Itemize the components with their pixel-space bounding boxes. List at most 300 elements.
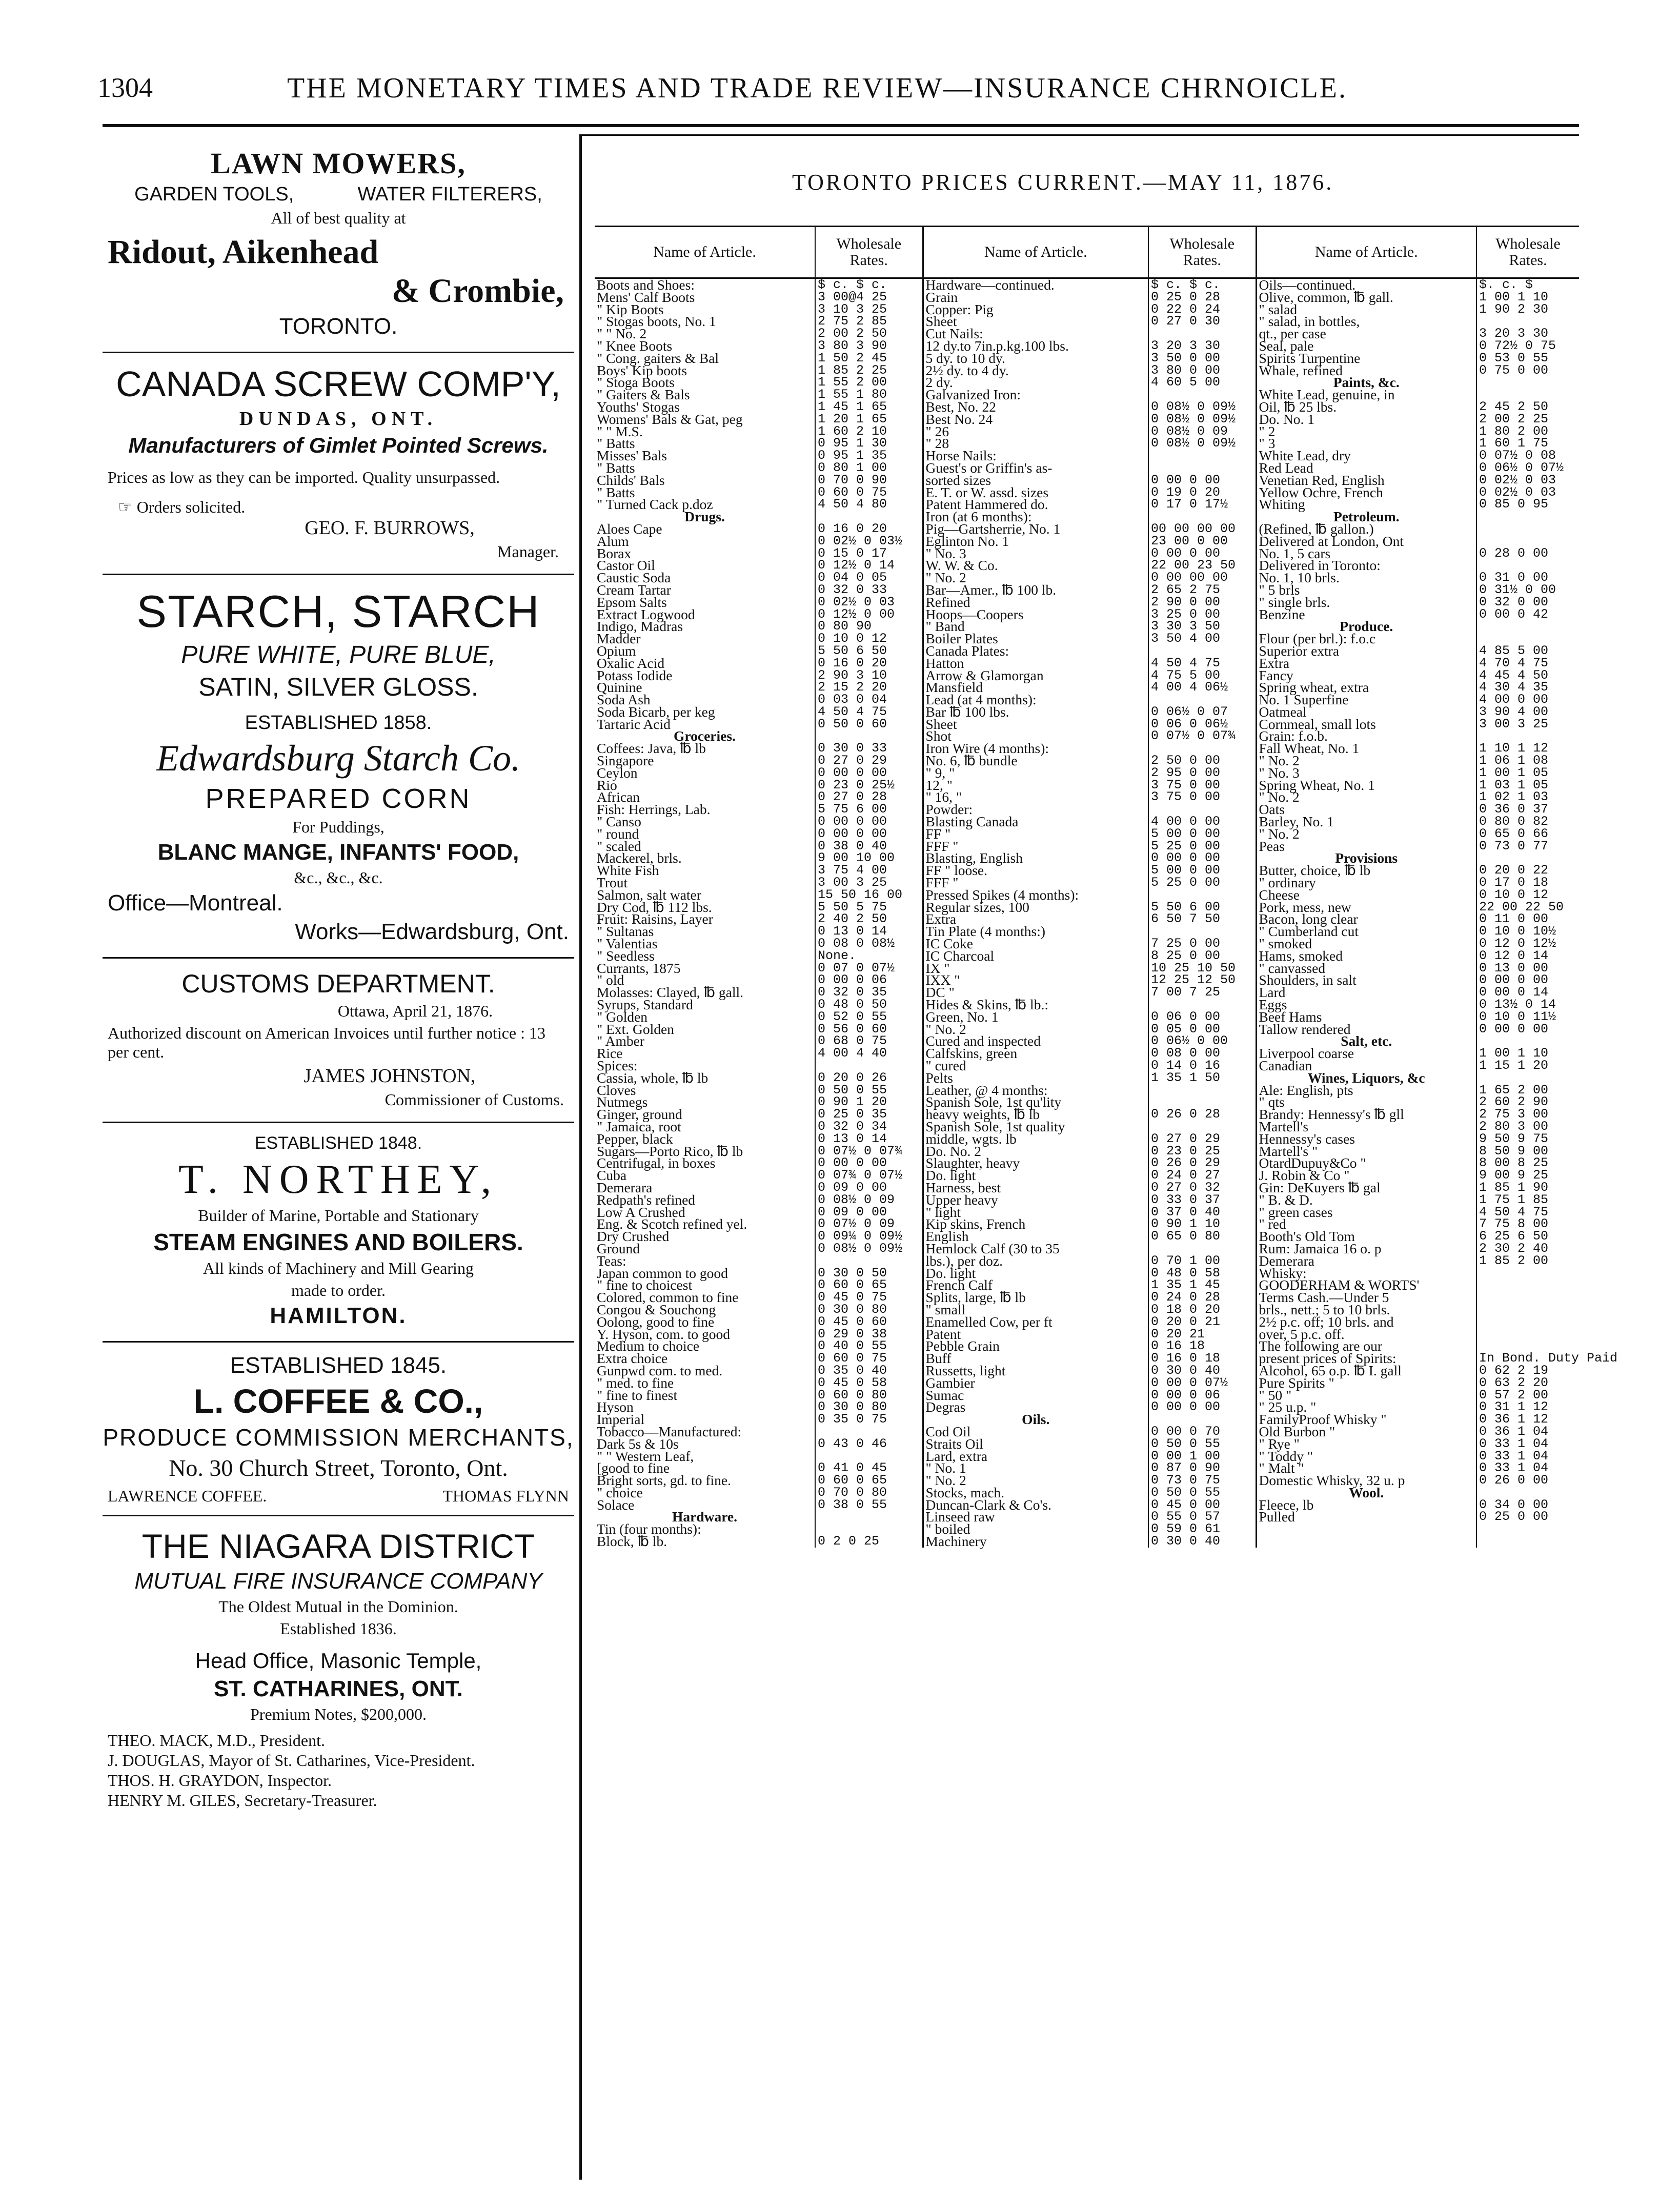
ad-partner-name: LAWRENCE COFFEE. bbox=[108, 1487, 267, 1505]
wholesale-rate: 8 25 0 00 bbox=[1148, 950, 1256, 962]
price-row bbox=[595, 425, 1579, 438]
article-name: " Sultanas bbox=[595, 925, 815, 938]
price-row bbox=[595, 291, 1579, 303]
ad-company-name: Ridout, Aikenhead bbox=[108, 233, 379, 271]
price-row bbox=[595, 584, 1579, 596]
article-name: Indigo, Madras bbox=[595, 620, 815, 633]
price-row bbox=[595, 1145, 1579, 1157]
article-name: Do. No. 1 bbox=[1256, 413, 1476, 425]
price-row bbox=[595, 1377, 1579, 1389]
wholesale-rate: 0 23 0 25 bbox=[1148, 1145, 1256, 1157]
article-name: FFF " bbox=[923, 877, 1148, 889]
article-name: Kip skins, French bbox=[923, 1218, 1148, 1230]
article-name: Groceries. bbox=[595, 730, 815, 742]
article-name: Wool. bbox=[1256, 1487, 1476, 1499]
wholesale-rate: 0 40 0 55 bbox=[815, 1340, 923, 1352]
wholesale-rate: 0 90 1 20 bbox=[815, 1096, 923, 1108]
article-name: Galvanized Iron: bbox=[923, 389, 1148, 401]
article-name: GOODERHAM & WORTS' bbox=[1256, 1279, 1476, 1291]
wholesale-rate: 23 00 0 00 bbox=[1148, 535, 1256, 547]
ad-heading: STARCH, STARCH bbox=[136, 586, 540, 637]
article-name: Rice bbox=[595, 1047, 815, 1060]
wholesale-rate: 3 00 3 25 bbox=[815, 877, 923, 889]
article-name: Ale: English, pts bbox=[1256, 1084, 1476, 1096]
wholesale-rate: 0 24 0 28 bbox=[1148, 1291, 1256, 1304]
article-name: Pork, mess, new bbox=[1256, 901, 1476, 913]
wholesale-rate: 0 12½ 0 14 bbox=[815, 559, 923, 572]
wholesale-rate: 0 06 0 00 bbox=[1148, 1011, 1256, 1023]
price-row bbox=[595, 925, 1579, 938]
wholesale-rate: 0 37 0 40 bbox=[1148, 1206, 1256, 1218]
article-name: Caustic Soda bbox=[595, 572, 815, 584]
article-name: Calfskins, green bbox=[923, 1047, 1148, 1060]
price-row bbox=[595, 1169, 1579, 1182]
article-name: Oil, ℔ 25 lbs. bbox=[1256, 401, 1476, 413]
wholesale-rate: 0 72½ 0 75 bbox=[1479, 338, 1556, 353]
price-row bbox=[595, 779, 1579, 791]
article-name: " No. 2 bbox=[1256, 791, 1476, 803]
ad-line: Manager. bbox=[497, 542, 559, 561]
article-name: Terms Cash.—Under 5 bbox=[1256, 1291, 1476, 1304]
wholesale-rate: 0 08½ 0 09 bbox=[815, 1194, 923, 1206]
prices-header-row bbox=[595, 227, 1579, 278]
wholesale-rate: 0 28 0 00 bbox=[1479, 545, 1549, 561]
wholesale-rate: 5 50 6 50 bbox=[815, 645, 923, 657]
article-name: Alum bbox=[595, 535, 815, 547]
article-name: Provisions bbox=[1256, 852, 1476, 864]
article-name: Eggs bbox=[1256, 999, 1476, 1011]
price-row bbox=[595, 1511, 1579, 1523]
article-name: Oxalic Acid bbox=[595, 657, 815, 669]
article-name: Venetian Red, English bbox=[1256, 474, 1476, 486]
wholesale-rate: 0 70 0 90 bbox=[815, 474, 923, 486]
wholesale-rate: 9 00 9 25 bbox=[1479, 1168, 1549, 1183]
article-name: " salad, in bottles, bbox=[1256, 315, 1476, 328]
price-row bbox=[595, 1121, 1579, 1133]
wholesale-rate: 0 08 0 08½ bbox=[815, 938, 923, 950]
price-row bbox=[595, 572, 1579, 584]
price-row bbox=[595, 364, 1579, 377]
article-name: Slaughter, heavy bbox=[923, 1157, 1148, 1169]
price-row bbox=[595, 1340, 1579, 1352]
article-name: J. Robin & Co " bbox=[1256, 1169, 1476, 1182]
wholesale-rate: 0 00 0 00 bbox=[1148, 547, 1256, 560]
article-name: Leather, @ 4 months: bbox=[923, 1084, 1148, 1096]
ad-line: ESTABLISHED 1848. bbox=[254, 1133, 422, 1153]
ad-heading: L. COFFEE & CO., bbox=[193, 1382, 483, 1420]
wholesale-rate: 0 10 0 10½ bbox=[1479, 924, 1556, 939]
wholesale-rate: 2 90 0 00 bbox=[1148, 596, 1256, 608]
prices-table bbox=[595, 226, 1618, 1550]
wholesale-rate bbox=[815, 1255, 923, 1267]
wholesale-rate: 4 50 4 80 bbox=[815, 498, 923, 511]
wholesale-rate: 5 50 5 75 bbox=[815, 901, 923, 913]
price-row bbox=[595, 1438, 1579, 1450]
wholesale-rate: 6 25 6 50 bbox=[1479, 1229, 1549, 1244]
wholesale-rate: 0 31 0 00 bbox=[1479, 570, 1549, 585]
article-name: " Valentias bbox=[595, 938, 815, 950]
article-name: Iron Wire (4 months): bbox=[923, 742, 1148, 755]
article-name: " 5 brls bbox=[1256, 584, 1476, 596]
wholesale-rate: 0 00 0 00 bbox=[815, 828, 923, 840]
article-name: 12, " bbox=[923, 779, 1148, 791]
price-row bbox=[595, 1535, 1579, 1548]
price-row bbox=[595, 278, 1579, 291]
col-header-name: Name of Article. bbox=[923, 227, 1148, 278]
article-name: Butter, choice, ℔ lb bbox=[1256, 864, 1476, 877]
wholesale-rate: 5 50 6 00 bbox=[1148, 901, 1256, 913]
article-name: Spring Wheat, No. 1 bbox=[1256, 779, 1476, 791]
wholesale-rate: 0 25 0 28 bbox=[1148, 291, 1256, 303]
article-name: Quinine bbox=[595, 681, 815, 694]
article-name: Hides & Skins, ℔ lb.: bbox=[923, 999, 1148, 1011]
article-name: Spices: bbox=[595, 1060, 815, 1072]
article-name: Arrow & Glamorgan bbox=[923, 669, 1148, 682]
article-name: Yellow Ochre, French bbox=[1256, 486, 1476, 499]
wholesale-rate: 4 45 4 50 bbox=[1479, 667, 1549, 683]
article-name: " small bbox=[923, 1304, 1148, 1316]
wholesale-rate: 2 95 0 00 bbox=[1148, 767, 1256, 779]
wholesale-rate: 0 38 0 55 bbox=[815, 1499, 923, 1511]
article-name: " 16, " bbox=[923, 791, 1148, 803]
wholesale-rate: 0 09¼ 0 09½ bbox=[815, 1230, 923, 1243]
wholesale-rate: 0 63 2 20 bbox=[1479, 1375, 1549, 1390]
article-name: Petroleum. bbox=[1256, 511, 1476, 523]
article-name: Liverpool coarse bbox=[1256, 1047, 1476, 1060]
article-name: No. 1 Superfine bbox=[1256, 694, 1476, 706]
article-name: " B. & D. bbox=[1256, 1194, 1476, 1206]
article-name: White Lead, dry bbox=[1256, 450, 1476, 462]
article-name: " No. 2 bbox=[923, 572, 1148, 584]
article-name: No. 1, 5 cars bbox=[1256, 547, 1476, 560]
wholesale-rate: 0 08½ 0 09½ bbox=[1148, 437, 1256, 450]
article-name: Shot bbox=[923, 730, 1148, 742]
article-name: Mens' Calf Boots bbox=[595, 291, 815, 303]
price-row bbox=[595, 511, 1579, 523]
ad-line: Prices as low as they can be imported. Quality unsurpassed. bbox=[108, 468, 500, 486]
article-name: Booth's Old Tom bbox=[1256, 1230, 1476, 1243]
price-row bbox=[595, 1328, 1579, 1340]
wholesale-rate: 3 75 4 00 bbox=[815, 864, 923, 877]
article-name: " scaled bbox=[595, 840, 815, 852]
article-name: Boiler Plates bbox=[923, 633, 1148, 645]
wholesale-rate: 0 36 0 37 bbox=[1479, 802, 1549, 817]
wholesale-rate: 1 35 1 50 bbox=[1148, 1072, 1256, 1084]
wholesale-rate: 4 00 0 00 bbox=[1479, 692, 1549, 707]
wholesale-rate: 0 45 0 60 bbox=[815, 1316, 923, 1328]
price-row bbox=[595, 328, 1579, 340]
price-row bbox=[595, 498, 1579, 511]
article-name: Blasting Canada bbox=[923, 816, 1148, 828]
article-name: African bbox=[595, 791, 815, 803]
wholesale-rate bbox=[1476, 1523, 1579, 1535]
article-name: Ground bbox=[595, 1243, 815, 1255]
wholesale-rate: 0 02½ 0 03 bbox=[815, 596, 923, 608]
article-name: Oolong, good to fine bbox=[595, 1316, 815, 1328]
article-name: Hams, smoked bbox=[1256, 950, 1476, 962]
wholesale-rate: In Bond. Duty Paid bbox=[1479, 1351, 1618, 1366]
article-name: Currants, 1875 bbox=[595, 962, 815, 974]
wholesale-rate: 0 02½ 0 03 bbox=[1479, 472, 1556, 487]
article-name: " boiled bbox=[923, 1523, 1148, 1535]
price-row bbox=[595, 1096, 1579, 1108]
wholesale-rate: 0 43 0 46 bbox=[815, 1438, 923, 1450]
price-row bbox=[595, 547, 1579, 560]
price-row bbox=[595, 1450, 1579, 1462]
price-row bbox=[595, 950, 1579, 962]
article-name: Oils. bbox=[923, 1413, 1148, 1426]
article-name: W. W. & Co. bbox=[923, 559, 1148, 572]
wholesale-rate: 0 25 0 35 bbox=[815, 1108, 923, 1121]
article-name: Barley, No. 1 bbox=[1256, 816, 1476, 828]
wholesale-rate: 1 10 1 12 bbox=[1479, 741, 1549, 756]
wholesale-rate: 0 00 00 00 bbox=[1148, 572, 1256, 584]
wholesale-rate: 3 20 3 30 bbox=[1479, 326, 1549, 341]
price-row bbox=[595, 767, 1579, 779]
price-row bbox=[595, 1047, 1579, 1060]
wholesale-rate: 8 00 8 25 bbox=[1479, 1155, 1549, 1171]
price-row bbox=[595, 877, 1579, 889]
article-name: Centrifugal, in boxes bbox=[595, 1157, 815, 1169]
wholesale-rate: 0 27 0 30 bbox=[1148, 315, 1256, 328]
price-row bbox=[595, 1291, 1579, 1304]
wholesale-rate: 2 00 2 25 bbox=[1479, 411, 1549, 426]
wholesale-rate: 0 90 1 10 bbox=[1148, 1218, 1256, 1230]
article-name: Hardware—continued. bbox=[923, 278, 1148, 291]
article-name: Dark 5s & 10s bbox=[595, 1438, 815, 1450]
article-name: " med. to fine bbox=[595, 1377, 815, 1389]
article-name: Blasting, English bbox=[923, 852, 1148, 864]
ad-line: Head Office, Masonic Temple, bbox=[195, 1649, 482, 1673]
wholesale-rate: 5 00 0 00 bbox=[1148, 864, 1256, 877]
wholesale-rate: 0 80 90 bbox=[815, 620, 923, 633]
wholesale-rate: 0 16 0 20 bbox=[815, 523, 923, 535]
article-name: " 9, " bbox=[923, 767, 1148, 779]
wholesale-rate: 0 00 0 00 bbox=[815, 816, 923, 828]
wholesale-rate: 0 31 1 12 bbox=[1479, 1399, 1549, 1415]
article-name: Fish: Herrings, Lab. bbox=[595, 803, 815, 816]
article-name: Pelts bbox=[923, 1072, 1148, 1084]
article-name: " Ext. Golden bbox=[595, 1023, 815, 1035]
article-name: Paints, &c. bbox=[1256, 376, 1476, 389]
ad-heading: THE NIAGARA DISTRICT bbox=[141, 1527, 535, 1565]
article-name: Martell's bbox=[1256, 1121, 1476, 1133]
wholesale-rate: 1 85 1 90 bbox=[1479, 1180, 1549, 1195]
wholesale-rate: 2 00 2 50 bbox=[815, 328, 923, 340]
article-name: 2½ dy. to 4 dy. bbox=[923, 364, 1148, 377]
price-row bbox=[595, 1426, 1579, 1438]
article-name: (Refined, ℔ gallon.) bbox=[1256, 523, 1476, 535]
article-name: Extra choice bbox=[595, 1352, 815, 1365]
wholesale-rate: 0 08½ 0 09½ bbox=[1148, 401, 1256, 413]
article-name: Do. No. 2 bbox=[923, 1145, 1148, 1157]
wholesale-rate: 0 00 0 14 bbox=[1479, 985, 1549, 1000]
article-name: " Batts bbox=[595, 486, 815, 499]
price-row bbox=[595, 1194, 1579, 1206]
ad-partner-name: THOMAS FLYNN bbox=[442, 1487, 569, 1505]
wholesale-rate: 4 70 4 75 bbox=[1479, 655, 1549, 671]
article-name: " Kip Boots bbox=[595, 303, 815, 316]
price-row bbox=[595, 803, 1579, 816]
wholesale-rate: 0 20 0 21 bbox=[1148, 1316, 1256, 1328]
price-row bbox=[595, 1035, 1579, 1047]
price-row bbox=[595, 389, 1579, 401]
article-name: Salmon, salt water bbox=[595, 889, 815, 901]
price-row bbox=[595, 535, 1579, 547]
price-row bbox=[595, 1060, 1579, 1072]
article-name: Regular sizes, 100 bbox=[923, 901, 1148, 913]
ad-location: ST. CATHARINES, ONT. bbox=[214, 1676, 463, 1701]
wholesale-rate: 1 15 1 20 bbox=[1479, 1058, 1549, 1073]
article-name: Beef Hams bbox=[1256, 1011, 1476, 1023]
article-name: Superior extra bbox=[1256, 645, 1476, 657]
wholesale-rate: 2 50 0 00 bbox=[1148, 755, 1256, 767]
article-name: Martell's " bbox=[1256, 1145, 1476, 1157]
price-row bbox=[595, 340, 1579, 352]
wholesale-rate: 0 13½ 0 14 bbox=[1479, 997, 1556, 1012]
article-name: Best, No. 22 bbox=[923, 401, 1148, 413]
article-name: FF " bbox=[923, 828, 1148, 840]
article-name: Childs' Bals bbox=[595, 474, 815, 486]
price-row bbox=[595, 1072, 1579, 1084]
article-name: Pulled bbox=[1256, 1511, 1476, 1523]
wholesale-rate: 0 56 0 60 bbox=[815, 1023, 923, 1035]
wholesale-rate bbox=[1476, 1535, 1579, 1548]
article-name: " Stoga Boots bbox=[595, 376, 815, 389]
price-row bbox=[595, 1413, 1579, 1426]
wholesale-rate: 3 30 3 50 bbox=[1148, 620, 1256, 633]
article-name: lbs.), per doz. bbox=[923, 1255, 1148, 1267]
article-name: Boots and Shoes: bbox=[595, 278, 815, 291]
wholesale-rate: 9 50 9 75 bbox=[1479, 1131, 1549, 1146]
article-name: " Stogas boots, No. 1 bbox=[595, 315, 815, 328]
advertisements-column bbox=[103, 136, 574, 1820]
wholesale-rate: 1 00 1 05 bbox=[1479, 765, 1549, 780]
wholesale-rate: 0 20 0 26 bbox=[815, 1072, 923, 1084]
wholesale-rate: 0 26 0 29 bbox=[1148, 1157, 1256, 1169]
article-name: Do. light bbox=[923, 1267, 1148, 1279]
wholesale-rate: 0 10 0 12 bbox=[1479, 887, 1549, 902]
wholesale-rate: 0 50 0 60 bbox=[815, 718, 923, 730]
wholesale-rate: 0 55 0 57 bbox=[1148, 1511, 1256, 1523]
article-name: Duncan-Clark & Co's. bbox=[923, 1499, 1148, 1511]
wholesale-rate: 3 80 3 90 bbox=[815, 340, 923, 352]
price-row bbox=[595, 840, 1579, 852]
header-rule bbox=[103, 124, 1579, 127]
ad-line: PREPARED CORN bbox=[205, 783, 472, 814]
price-row bbox=[595, 608, 1579, 621]
article-name: " No. 1 bbox=[923, 1462, 1148, 1474]
ad-line: Commissioner of Customs. bbox=[384, 1090, 564, 1109]
wholesale-rate: 4 85 5 00 bbox=[1479, 643, 1549, 658]
article-name: Flour (per brl.): f.o.c bbox=[1256, 633, 1476, 645]
price-row bbox=[595, 816, 1579, 828]
prices-title: TORONTO PRICES CURRENT.—MAY 11, 1876. bbox=[792, 170, 1334, 195]
wholesale-rate: 1 00 1 10 bbox=[1479, 1046, 1549, 1061]
wholesale-rate: 0 95 1 35 bbox=[815, 450, 923, 462]
article-name: Rio bbox=[595, 779, 815, 791]
price-row bbox=[595, 694, 1579, 706]
wholesale-rate: 0 13 0 14 bbox=[815, 925, 923, 938]
wholesale-rate: 0 16 0 18 bbox=[1148, 1352, 1256, 1365]
article-name: Ginger, ground bbox=[595, 1108, 815, 1121]
article-name: brls., nett.; 5 to 10 brls. bbox=[1256, 1304, 1476, 1316]
article-name: Gunpwd com. to med. bbox=[595, 1365, 815, 1377]
wholesale-rate: 0 00 0 07½ bbox=[1148, 1377, 1256, 1389]
wholesale-rate: 0 33 1 04 bbox=[1479, 1448, 1549, 1464]
wholesale-rate: 1 35 1 45 bbox=[1148, 1279, 1256, 1291]
price-row bbox=[595, 1108, 1579, 1121]
article-name: Drugs. bbox=[595, 511, 815, 523]
wholesale-rate: 1 00 1 10 bbox=[1479, 289, 1549, 304]
wholesale-rate: 0 48 0 58 bbox=[1148, 1267, 1256, 1279]
wholesale-rate: 0 07¾ 0 07½ bbox=[815, 1169, 923, 1182]
wholesale-rate: $ c. $ c. bbox=[815, 278, 923, 291]
article-name bbox=[1256, 1523, 1476, 1535]
article-name: Oatmeal bbox=[1256, 706, 1476, 718]
article-name: sorted sizes bbox=[923, 474, 1148, 486]
ad-location: DUNDAS, ONT. bbox=[239, 408, 438, 430]
article-name: Russetts, light bbox=[923, 1365, 1148, 1377]
article-name: " Band bbox=[923, 620, 1148, 633]
price-row bbox=[595, 633, 1579, 645]
article-name: " No. 3 bbox=[923, 547, 1148, 560]
article-name: Oils—continued. bbox=[1256, 278, 1476, 291]
article-name: Demerara bbox=[595, 1182, 815, 1194]
article-name: Upper heavy bbox=[923, 1194, 1148, 1206]
wholesale-rate: 2 45 2 50 bbox=[1479, 399, 1549, 414]
price-row bbox=[595, 486, 1579, 499]
article-name: Ceylon bbox=[595, 767, 815, 779]
wholesale-rate: 3 00 3 25 bbox=[1479, 716, 1549, 732]
col-header-name: Name of Article. bbox=[1256, 227, 1476, 278]
article-name: [good to fine bbox=[595, 1462, 815, 1474]
article-name: Boys' Kip boots bbox=[595, 364, 815, 377]
wholesale-rate: 0 10 0 12 bbox=[815, 633, 923, 645]
article-name: " Cong. gaiters & Bal bbox=[595, 352, 815, 364]
ad-company-name: Edwardsburg Starch Co. bbox=[156, 738, 521, 779]
article-name: Mansfield bbox=[923, 681, 1148, 694]
article-name: Do. light bbox=[923, 1169, 1148, 1182]
wholesale-rate bbox=[1476, 523, 1579, 535]
article-name: Gin: DeKuyers ℔ gal bbox=[1256, 1182, 1476, 1194]
wholesale-rate bbox=[1476, 620, 1579, 633]
price-row bbox=[595, 645, 1579, 657]
wholesale-rate: 0 07½ 0 07¾ bbox=[1148, 730, 1256, 742]
wholesale-rate: 0 30 0 40 bbox=[1148, 1365, 1256, 1377]
article-name: FamilyProof Whisky " bbox=[1256, 1413, 1476, 1426]
article-name: Wines, Liquors, &c bbox=[1256, 1072, 1476, 1084]
article-name: Harness, best bbox=[923, 1182, 1148, 1194]
article-name: Tin Plate (4 months:) bbox=[923, 925, 1148, 938]
ad-lawn-mowers bbox=[103, 136, 574, 353]
wholesale-rate: 0 38 0 40 bbox=[815, 840, 923, 852]
wholesale-rate: 0 03 0 04 bbox=[815, 694, 923, 706]
wholesale-rate: 0 06½ 0 07 bbox=[1148, 706, 1256, 718]
article-name: Cheese bbox=[1256, 889, 1476, 901]
price-row bbox=[595, 413, 1579, 425]
price-row bbox=[595, 742, 1579, 755]
wholesale-rate: 1 85 2 25 bbox=[815, 364, 923, 377]
wholesale-rate: 0 12½ 0 00 bbox=[815, 608, 923, 621]
article-name: qt., per case bbox=[1256, 328, 1476, 340]
ad-line: PRODUCE COMMISSION MERCHANTS, bbox=[103, 1424, 574, 1451]
wholesale-rate: 0 70 1 00 bbox=[1148, 1255, 1256, 1267]
article-name: " choice bbox=[595, 1487, 815, 1499]
wholesale-rate: 7 25 0 00 bbox=[1148, 938, 1256, 950]
article-name: Splits, large, ℔ lb bbox=[923, 1291, 1148, 1304]
article-name: Shoulders, in salt bbox=[1256, 974, 1476, 986]
